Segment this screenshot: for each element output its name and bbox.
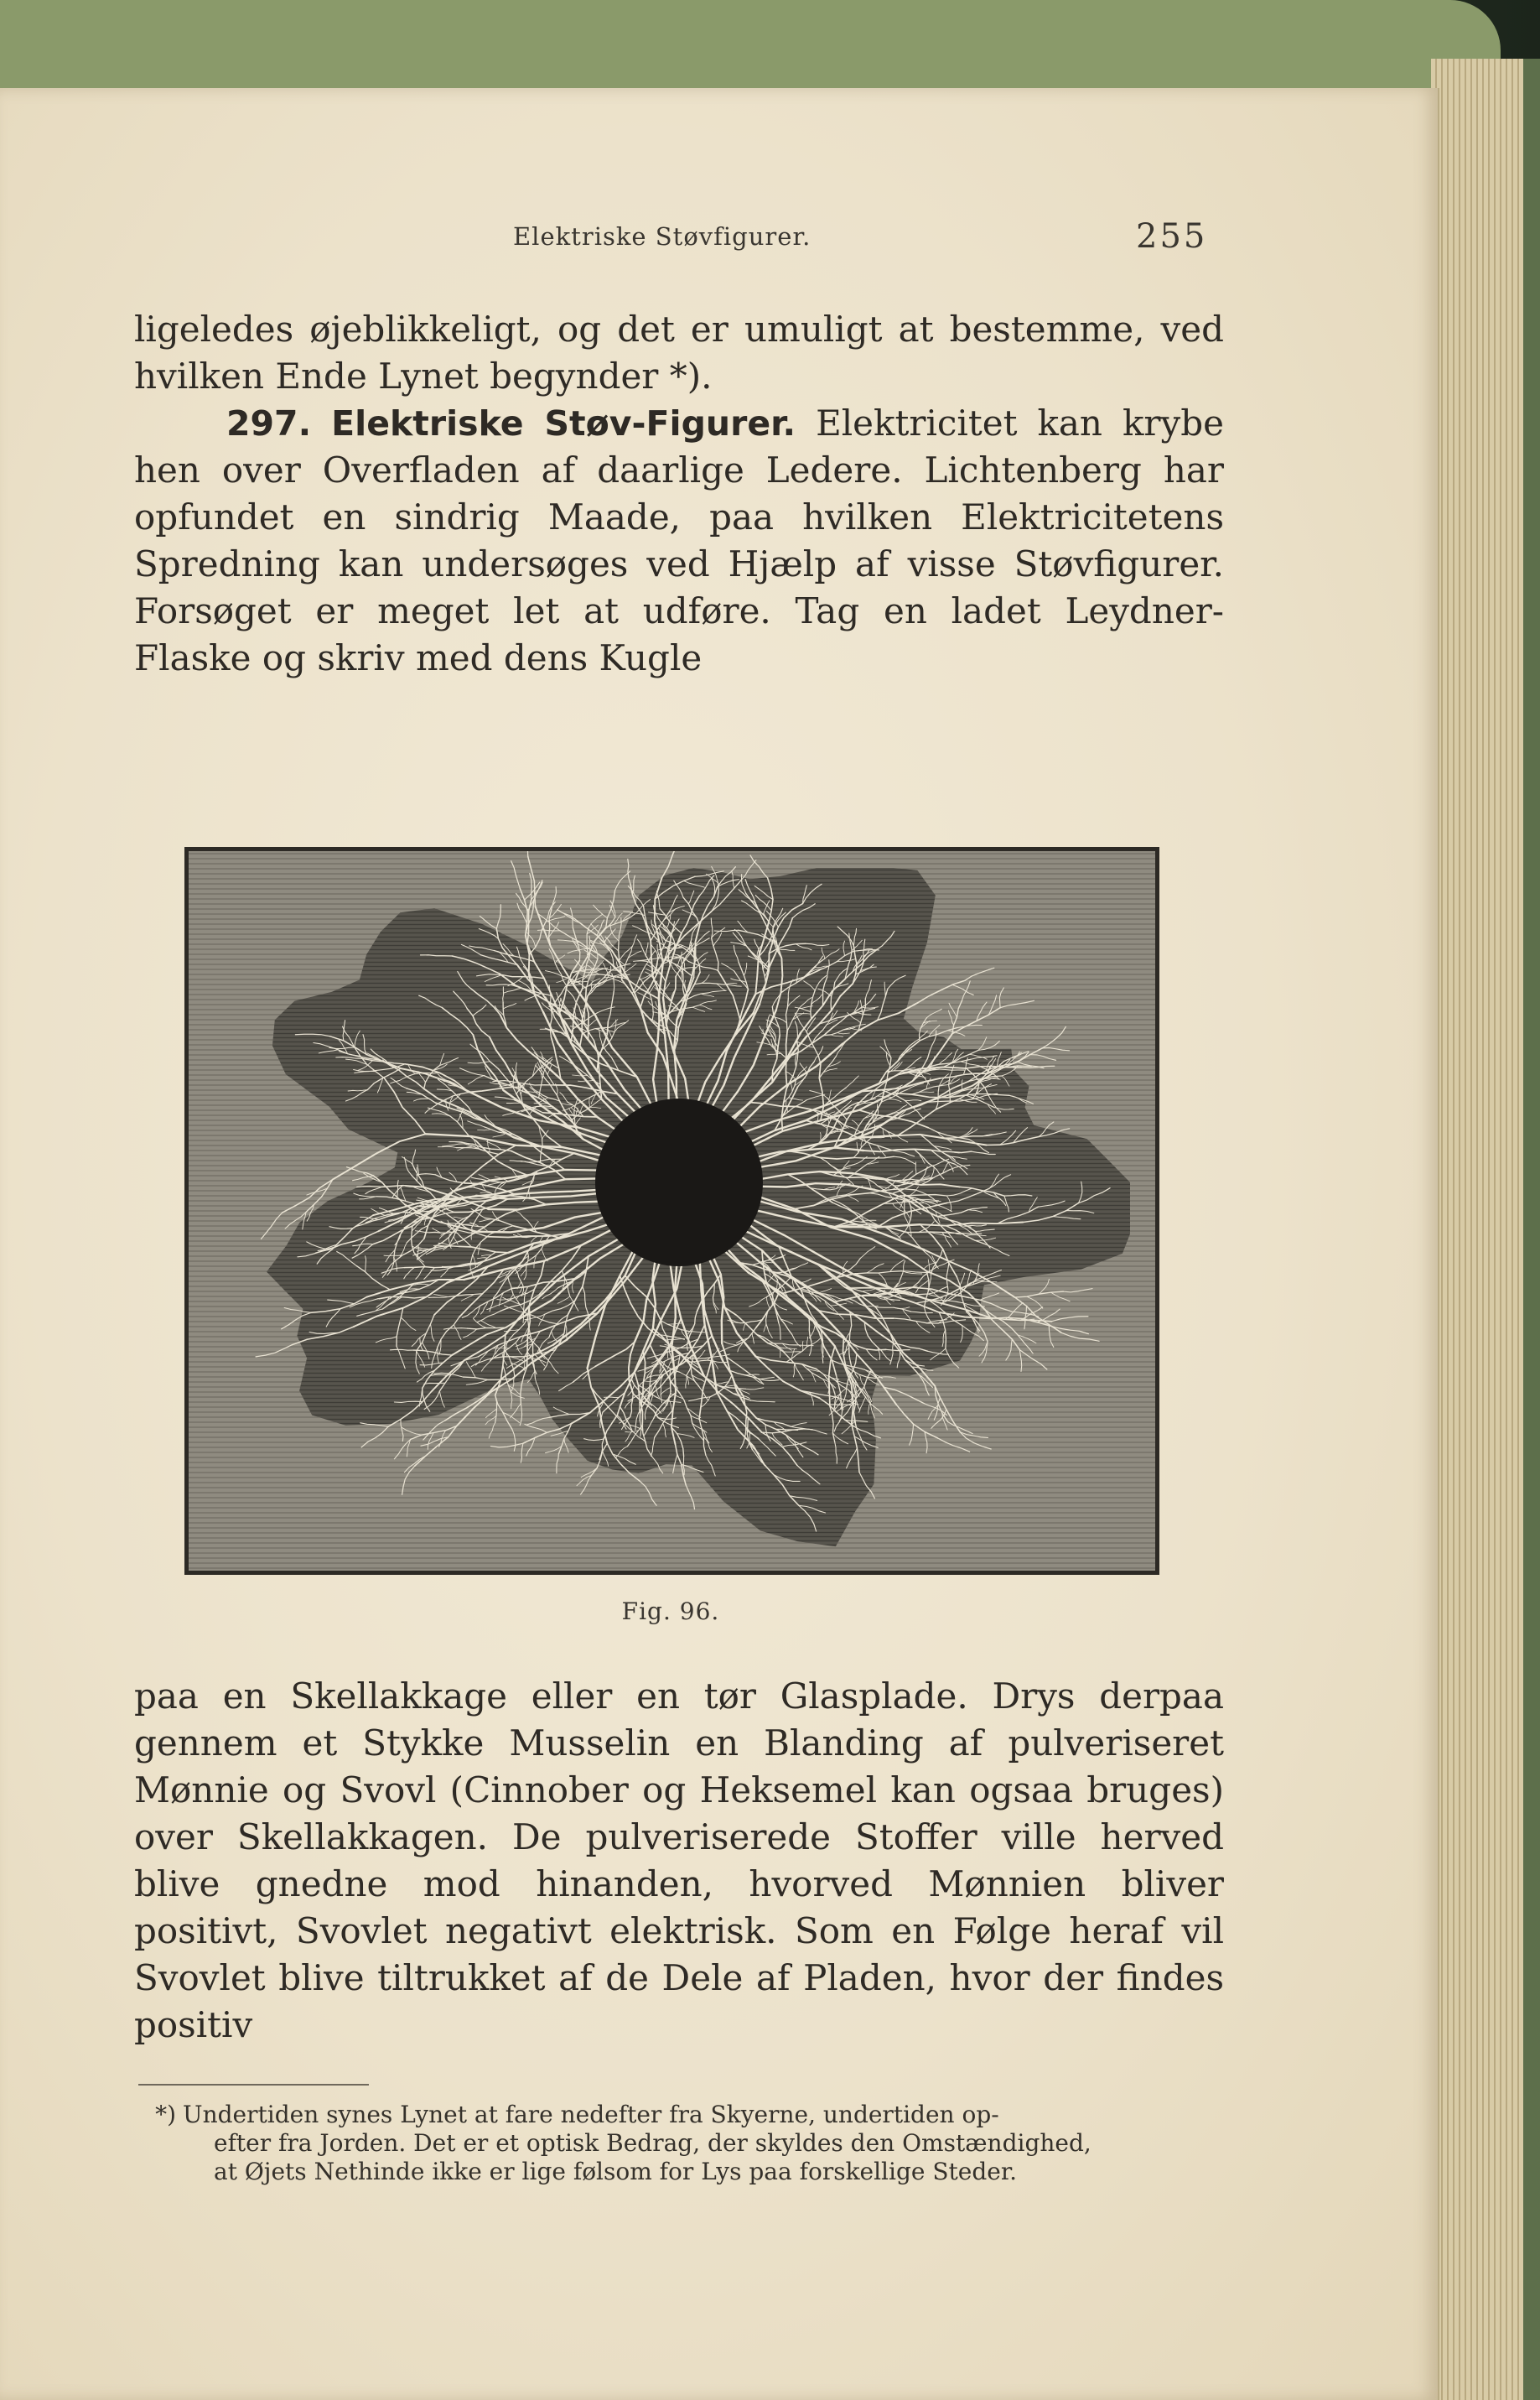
- lichtenberg-figure-illustration: [184, 847, 1159, 1575]
- footnote: [134, 2101, 1224, 2186]
- discharge-branch: [802, 1341, 803, 1351]
- footnote-text-1: Undertiden synes Lynet at fare nedefter fra Skyerne, undertiden op-: [183, 2101, 999, 2128]
- footnote-line-3: at Øjets Nethinde ikke er lige følsom for Lys paa forskellige Steder.: [214, 2158, 1018, 2185]
- discharge-branch: [796, 1014, 810, 1015]
- footnote-rule: [138, 2084, 369, 2086]
- central-dark-disc: [595, 1099, 763, 1266]
- section-number: 297.: [226, 403, 312, 444]
- section-heading: Elektriske Støv-Figurer.: [331, 403, 796, 444]
- section-body: Elektricitet kan krybe hen over Overfladen af daarlige Ledere. Lichtenberg har opfundet en sindrig Maade, paa hvilken Elektricitetens Spredning kan undersøges ved Hjælp af visse Støvfigurer. Forsøget er meget let at udføre. Tag en ladet Leydner-Flaske og skriv med dens Kugle: [134, 403, 1224, 678]
- top-text-block: [134, 306, 1224, 682]
- figure-caption: Fig. 96.: [621, 1597, 720, 1625]
- paragraph-continuation: ligeledes øjeblikkeligt, og det er umuligt at bestemme, ved hvilken Ende Lynet begynder *).: [134, 309, 1224, 397]
- paragraph-main: paa en Skellakkage eller en tør Glasplade. Drys derpaa gennem et Stykke Musselin en Blanding af pulveriseret Mønnie og Svovl (Cinnober og Heksemel kan ogsaa bruges) over Skellakkagen. De pulveriserede Stoffer ville herved blive gnedne mod hinanden, hvorved Mønnien bliver positivt, Svovlet negativt elektrisk. Som en Følge heraf vil Svovlet blive tiltrukket af de Dele af Pladen, hvor der findes positiv: [134, 1675, 1224, 2045]
- footnote-line-1: [134, 2101, 1224, 2129]
- running-title: Elektriske Støvfigurer.: [513, 222, 811, 251]
- lichtenberg-figure-drawing: [189, 851, 1155, 1571]
- discharge-branch: [604, 1397, 619, 1398]
- section-paragraph: [134, 400, 1224, 682]
- bottom-text-block: [134, 1673, 1224, 2049]
- footnote-line-2: efter fra Jorden. Det er et optisk Bedrag, der skyldes den Omstændighed,: [214, 2129, 1091, 2157]
- footnote-marker: *): [155, 2101, 176, 2128]
- discharge-branch: [981, 1281, 997, 1282]
- book-cover-edge: [0, 0, 1501, 92]
- page-number: 255: [1136, 217, 1208, 256]
- book-page: [0, 88, 1439, 2400]
- cover-spine-edge: [1523, 59, 1540, 2400]
- discharge-branch: [901, 1072, 921, 1073]
